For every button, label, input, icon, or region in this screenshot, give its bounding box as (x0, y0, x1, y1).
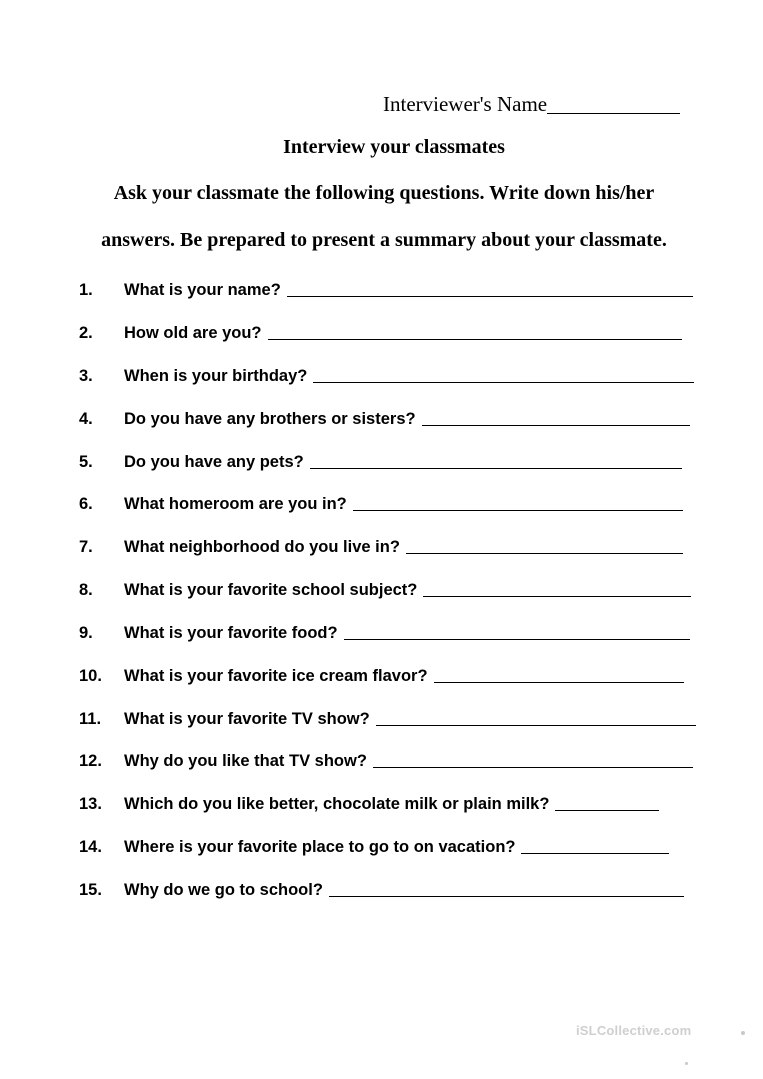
answer-blank[interactable] (329, 895, 684, 897)
question-row (79, 747, 693, 771)
question-number: 12. (79, 752, 102, 770)
interviewer-name-label: Interviewer's Name (383, 92, 548, 116)
question-row (79, 619, 690, 643)
answer-blank[interactable] (434, 681, 684, 683)
question-text: Do you have any pets? (124, 453, 304, 471)
question-text: What is your name? (124, 281, 281, 299)
question-number: 11. (79, 710, 102, 728)
question-row (79, 490, 683, 514)
question-text: What is your favorite food? (124, 624, 338, 642)
question-row (79, 405, 690, 429)
answer-blank[interactable] (521, 852, 669, 854)
question-number: 6. (79, 495, 93, 513)
instructions-line-2: answers. Be prepared to present a summary about your classmate. (101, 229, 667, 251)
question-row (79, 533, 683, 557)
watermark: iSLCollective.com (576, 1023, 692, 1038)
question-text: When is your birthday? (124, 367, 308, 385)
decorative-dot (685, 1062, 688, 1065)
question-number: 2. (79, 324, 93, 342)
question-text: What neighborhood do you live in? (124, 538, 400, 556)
question-text: Which do you like better, chocolate milk or plain milk? (124, 795, 550, 813)
question-number: 7. (79, 538, 93, 556)
question-row (79, 876, 684, 900)
question-text: What is your favorite TV show? (124, 710, 370, 728)
answer-blank[interactable] (376, 724, 696, 726)
answer-blank[interactable] (555, 809, 659, 811)
question-text: Why do you like that TV show? (124, 752, 367, 770)
question-text: Do you have any brothers or sisters? (124, 410, 416, 428)
question-row (79, 448, 682, 472)
question-row (79, 319, 682, 343)
question-text: What homeroom are you in? (124, 495, 347, 513)
worksheet-title: Interview your classmates (283, 136, 505, 158)
question-row (79, 276, 693, 300)
answer-blank[interactable] (310, 467, 682, 469)
question-number: 13. (79, 795, 102, 813)
question-text: What is your favorite school subject? (124, 581, 418, 599)
question-number: 10. (79, 667, 102, 685)
answer-blank[interactable] (373, 766, 693, 768)
question-number: 14. (79, 838, 102, 856)
question-text: Where is your favorite place to go to on vacation? (124, 838, 516, 856)
question-number: 3. (79, 367, 93, 385)
answer-blank[interactable] (423, 595, 691, 597)
decorative-dot (741, 1031, 745, 1035)
question-row (79, 576, 691, 600)
question-number: 15. (79, 881, 102, 899)
question-row (79, 362, 694, 386)
question-row (79, 662, 684, 686)
question-row (79, 833, 669, 857)
instructions-line-1: Ask your classmate the following questions. Write down his/her (113, 182, 655, 204)
question-number: 9. (79, 624, 93, 642)
answer-blank[interactable] (422, 424, 690, 426)
answer-blank[interactable] (313, 381, 694, 383)
question-number: 8. (79, 581, 93, 599)
question-text: What is your favorite ice cream flavor? (124, 667, 428, 685)
answer-blank[interactable] (344, 638, 690, 640)
question-number: 5. (79, 453, 93, 471)
question-text: How old are you? (124, 324, 262, 342)
answer-blank[interactable] (287, 295, 693, 297)
question-number: 4. (79, 410, 93, 428)
question-row (79, 790, 659, 814)
answer-blank[interactable] (268, 338, 682, 340)
answer-blank[interactable] (353, 509, 683, 511)
answer-blank[interactable] (406, 552, 683, 554)
question-row (79, 705, 696, 729)
question-text: Why do we go to school? (124, 881, 323, 899)
question-number: 1. (79, 281, 93, 299)
